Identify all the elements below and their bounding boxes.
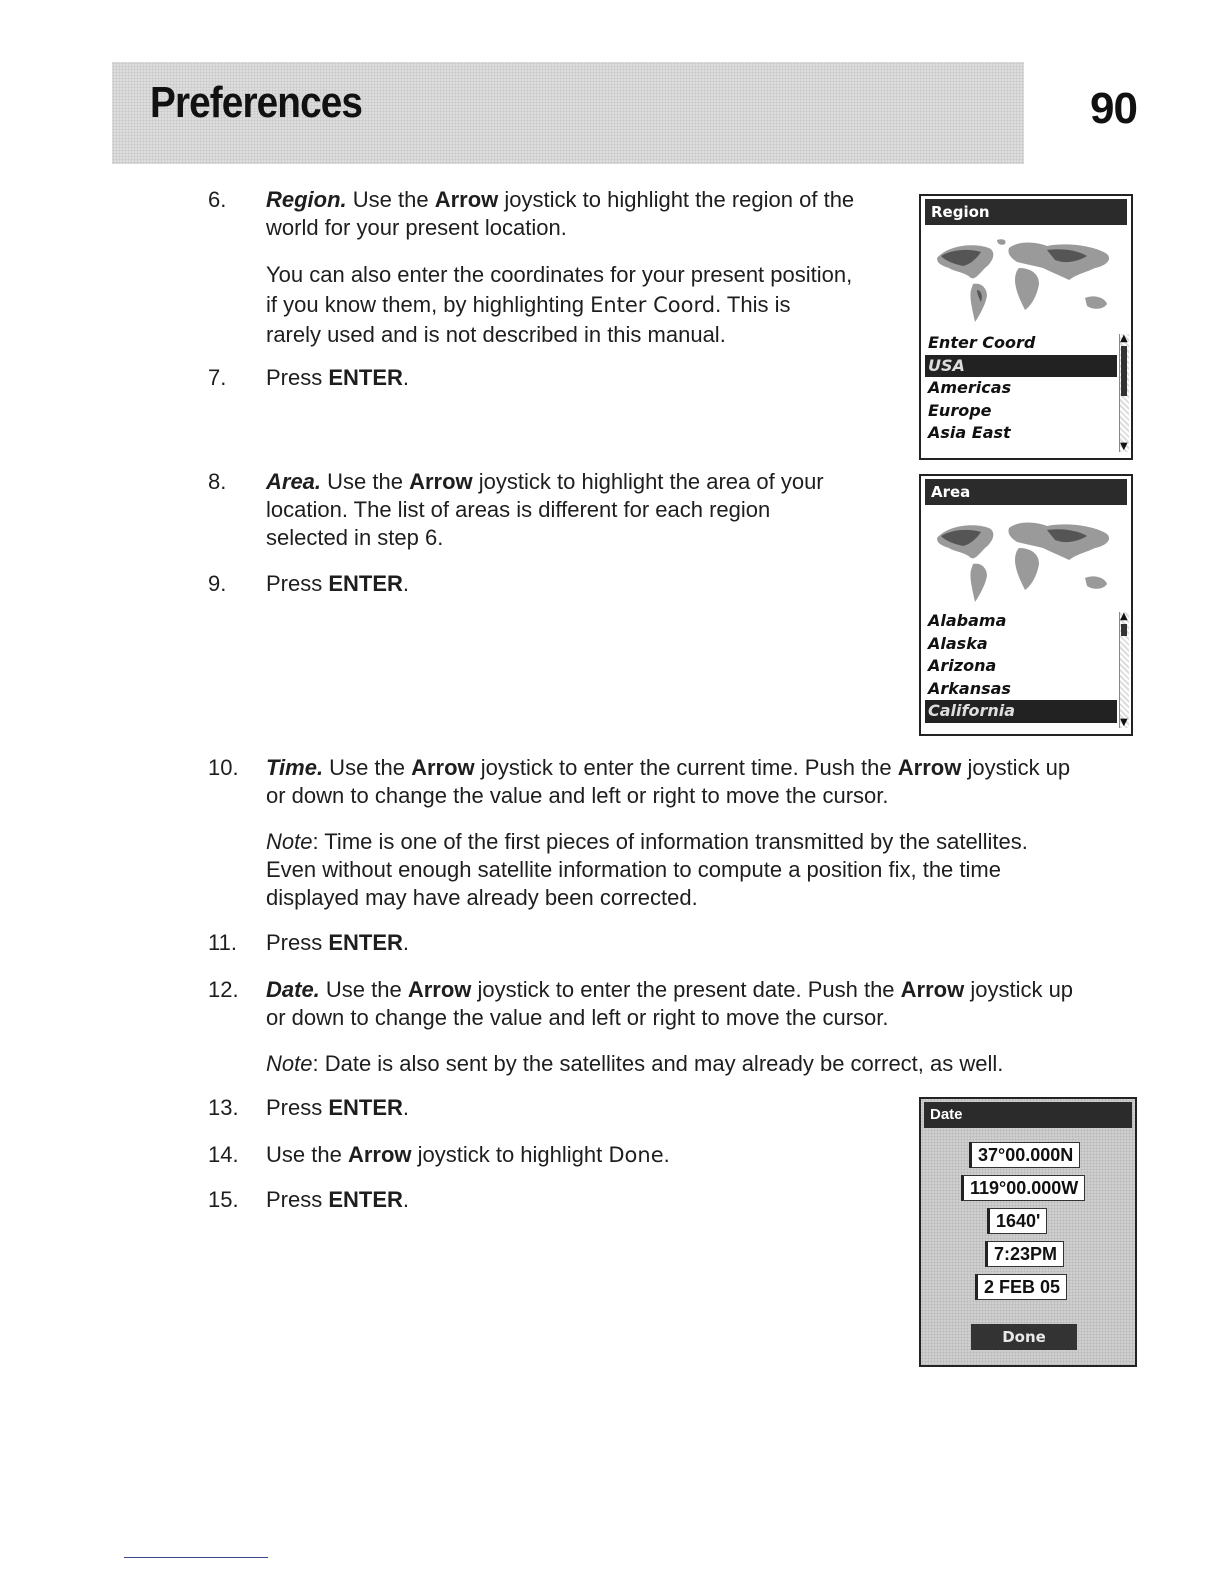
region-list[interactable] [925, 332, 1117, 445]
step-9: 9. Press ENTER. [208, 571, 410, 596]
menu-item-ref: Done [608, 1143, 664, 1167]
step-keyword: Time. [266, 755, 324, 780]
list-item[interactable]: Arkansas [928, 678, 1011, 698]
scroll-up-icon[interactable]: ▲ [1120, 611, 1128, 622]
step-10: 10. Time. Use the Arrow joystick to enter the current time. Push the Arrow joystick up or down to change the value and left or right to move the cursor. [208, 755, 1071, 808]
scroll-down-icon[interactable]: ▼ [1120, 717, 1128, 728]
step-6-paragraph: You can also enter the coordinates for your present position, if you know them, by highlighting Enter Coord. This is rarely used and is not described in this manual. [266, 262, 853, 347]
world-map-image [927, 508, 1121, 604]
section-title: Preferences [150, 78, 363, 127]
list-item[interactable]: Alabama [928, 611, 1007, 630]
step-6: 6. Region. Use the Arrow joystick to highlight the region of the world for your present location. [208, 187, 855, 240]
list-item[interactable]: Alaska [928, 633, 988, 653]
list-item[interactable]: Enter Coord [928, 333, 1036, 352]
date-screen-title: Date [924, 1102, 1132, 1128]
step-12-note: Note: Date is also sent by the satellites and may already be correct, as well. [266, 1051, 1004, 1076]
world-map-image [927, 228, 1121, 324]
area-scrollbar[interactable] [1119, 612, 1129, 728]
step-15: 15. Press ENTER. [208, 1187, 410, 1212]
step-10-note: Note: Time is one of the first pieces of information transmitted by the satellites. Even without enough satellite information to compute a position fix, the time displayed may have already been corrected. [266, 829, 1028, 910]
list-item-selected[interactable]: USA [925, 355, 1117, 378]
step-keyword: Date. [266, 977, 320, 1002]
scroll-thumb[interactable] [1121, 624, 1127, 636]
area-list[interactable] [925, 610, 1117, 723]
step-11: 11. Press ENTER. [208, 930, 410, 955]
time-field[interactable]: 7:23PM [985, 1241, 1064, 1267]
scroll-up-icon[interactable]: ▲ [1120, 333, 1128, 344]
list-item[interactable]: Europe [928, 400, 992, 420]
region-screen-title: Region [925, 199, 1127, 225]
scroll-thumb[interactable] [1121, 346, 1127, 396]
note-label: Note [266, 1051, 313, 1076]
step-keyword: Area. [266, 469, 322, 494]
done-button[interactable]: Done [971, 1324, 1077, 1350]
area-screen [919, 474, 1133, 736]
list-item[interactable]: Americas [928, 378, 1012, 397]
step-number: 6. [208, 187, 227, 212]
list-item[interactable]: Asia East [928, 423, 1011, 442]
scroll-down-icon[interactable]: ▼ [1120, 441, 1128, 452]
list-item[interactable]: Arizona [928, 656, 997, 675]
step-keyword: Region. [266, 187, 347, 212]
latitude-field[interactable]: 37°00.000N [969, 1142, 1080, 1168]
footnote-rule [124, 1557, 268, 1558]
date-screen [919, 1097, 1137, 1367]
step-12: 12. Date. Use the Arrow joystick to enter the present date. Push the Arrow joystick up or down to change the value and left or right to move the cursor. [208, 977, 1074, 1030]
altitude-field[interactable]: 1640' [987, 1208, 1047, 1234]
page-number: 90 [1090, 84, 1137, 133]
area-screen-title: Area [925, 479, 1127, 505]
region-screen [919, 194, 1133, 460]
note-label: Note [266, 829, 313, 854]
region-scrollbar[interactable] [1119, 334, 1129, 452]
step-8: 8. Area. Use the Arrow joystick to highlight the area of your location. The list of areas is different for each region selected in step 6. [208, 469, 824, 550]
step-7: 7. Press ENTER. [208, 365, 410, 390]
step-13: 13. Press ENTER. [208, 1095, 410, 1120]
list-item-selected[interactable]: California [925, 700, 1117, 723]
menu-item-ref: Enter Coord [590, 293, 716, 317]
step-14: 14. Use the Arrow joystick to highlight Done. [208, 1142, 670, 1167]
longitude-field[interactable]: 119°00.000W [961, 1175, 1085, 1201]
date-field[interactable]: 2 FEB 05 [975, 1274, 1067, 1300]
